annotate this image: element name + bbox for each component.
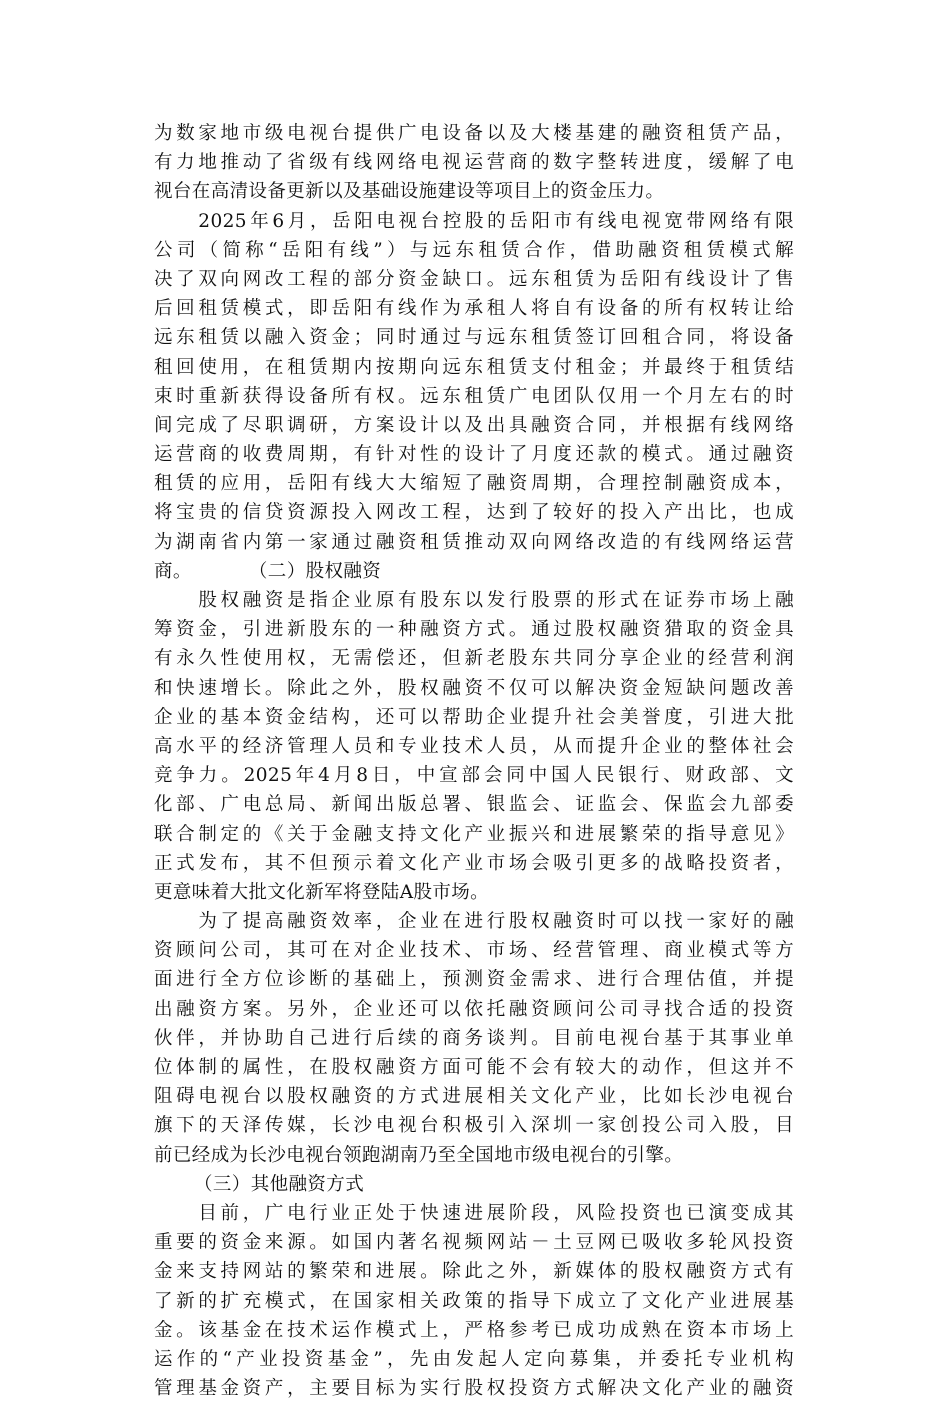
text-line: 股权融资是指企业原有股东以发行股票的形式在证券市场上融	[154, 590, 794, 611]
text-line: 和快速增长。除此之外，股权融资不仅可以解决资金短缺问题改善	[154, 677, 794, 699]
text-line: 后回租赁模式，即岳阳有线作为承租人将自有设备的所有权转让给	[154, 298, 794, 320]
text-line: 为了提高融资效率，企业在进行股权融资时可以找一家好的融	[154, 911, 794, 933]
text-line: 运营商的收费周期，有针对性的设计了月度还款的模式。通过融资	[154, 444, 794, 466]
text-line: 旗下的天泽传媒，长沙电视台积极引入深圳一家创投公司入股，目	[154, 1115, 794, 1137]
text-line: 租回使用，在租赁期内按期向远东租赁支付租金；并最终于租赁结	[154, 356, 794, 378]
text-line: 租赁的应用，岳阳有线大大缩短了融资周期，合理控制融资成本，	[154, 473, 794, 495]
section-heading: （三）其他融资方式	[194, 1173, 365, 1195]
text-line: 远东租赁以融入资金；同时通过与远东租赁签订回租合同，将设备	[154, 327, 794, 349]
text-line: 竞争力。2025年4月8日，中宣部会同中国人民银行、财政部、文	[154, 765, 794, 787]
text-line: 前已经成为长沙电视台领跑湖南乃至全国地市级电视台的引擎。	[154, 1144, 684, 1166]
text-line: 目前，广电行业正处于快速进展阶段，风险投资也已演变成其	[154, 1202, 794, 1224]
text-line: 资顾问公司，其可在对企业技术、市场、经营管理、商业模式等方	[154, 940, 794, 962]
text-line: 为数家地市级电视台提供广电设备以及大楼基建的融资租赁产品，	[154, 123, 794, 144]
text-line: 金来支持网站的繁荣和进展。除此之外，新媒体的股权融资方式有	[154, 1261, 794, 1283]
text-line: 金。该基金在技术运作模式上，严格参考已成功成熟在资本市场上	[154, 1319, 794, 1341]
text-line: 出融资方案。另外，企业还可以依托融资顾问公司寻找合适的投资	[154, 998, 794, 1020]
text-line: 筹资金，引进新股东的一种融资方式。通过股权融资猎取的资金具	[154, 619, 794, 641]
text-line: 运作的“产业投资基金”，先由发起人定向募集，并委托专业机构	[154, 1348, 794, 1370]
text-line: 化部、广电总局、新闻出版总署、银监会、证监会、保监会九部委	[154, 794, 794, 816]
text-line: 位体制的属性，在股权融资方面可能不会有较大的动作，但这并不	[154, 1057, 794, 1078]
text-line: 面进行全方位诊断的基础上，预测资金需求、进行合理估值，并提	[154, 969, 794, 991]
text-line: 管理基金资产，主要目标为实行股权投资方式解决文化产业的融资	[154, 1378, 794, 1400]
text-line: 2025年6月，岳阳电视台控股的岳阳市有线电视宽带网络有限	[154, 210, 794, 232]
text-line: 更意味着大批文化新军将登陆A股市场。	[154, 881, 490, 903]
text-line: 阻碍电视台以股权融资的方式进展相关文化产业，比如长沙电视台	[154, 1086, 794, 1108]
text-line: 伙伴，并协助自己进行后续的商务谈判。目前电视台基于其事业单	[154, 1027, 794, 1049]
text-line: 视台在高清设备更新以及基础设施建设等项目上的资金压力。	[154, 181, 665, 203]
text-line: 公司（简称“岳阳有线”）与远东租赁合作，借助融资租赁模式解	[154, 239, 794, 261]
text-line: 为湖南省内第一家通过融资租赁推动双向网络改造的有线网络运营	[154, 531, 794, 553]
document-page	[154, 119, 794, 1403]
text-line: 决了双向网改工程的部分资金缺口。远东租赁为岳阳有线设计了售	[154, 268, 794, 290]
text-line: 正式发布，其不但预示着文化产业市场会吸引更多的战略投资者，	[154, 852, 794, 874]
section-heading: 商。 （二）股权融资	[154, 560, 382, 582]
text-line: 了新的扩充模式，在国家相关政策的指导下成立了文化产业进展基	[154, 1290, 794, 1312]
text-line: 高水平的经济管理人员和专业技术人员，从而提升企业的整体社会	[154, 735, 794, 757]
text-line: 企业的基本资金结构，还可以帮助企业提升社会美誉度，引进大批	[154, 706, 794, 728]
text-line: 束时重新获得设备所有权。远东租赁广电团队仅用一个月左右的时	[154, 385, 794, 407]
text-line: 联合制定的《关于金融支持文化产业振兴和进展繁荣的指导意见》	[154, 823, 794, 845]
text-line: 有永久性使用权，无需偿还，但新老股东共同分享企业的经营利润	[154, 648, 794, 670]
text-line: 有力地推动了省级有线网络电视运营商的数字整转进度，缓解了电	[154, 152, 794, 174]
text-line: 将宝贵的信贷资源投入网改工程，达到了较好的投入产出比，也成	[154, 502, 794, 524]
text-line: 间完成了尽职调研，方案设计以及出具融资合同，并根据有线网络	[154, 414, 794, 436]
text-line: 重要的资金来源。如国内著名视频网站－土豆网已吸收多轮风投资	[154, 1232, 794, 1254]
